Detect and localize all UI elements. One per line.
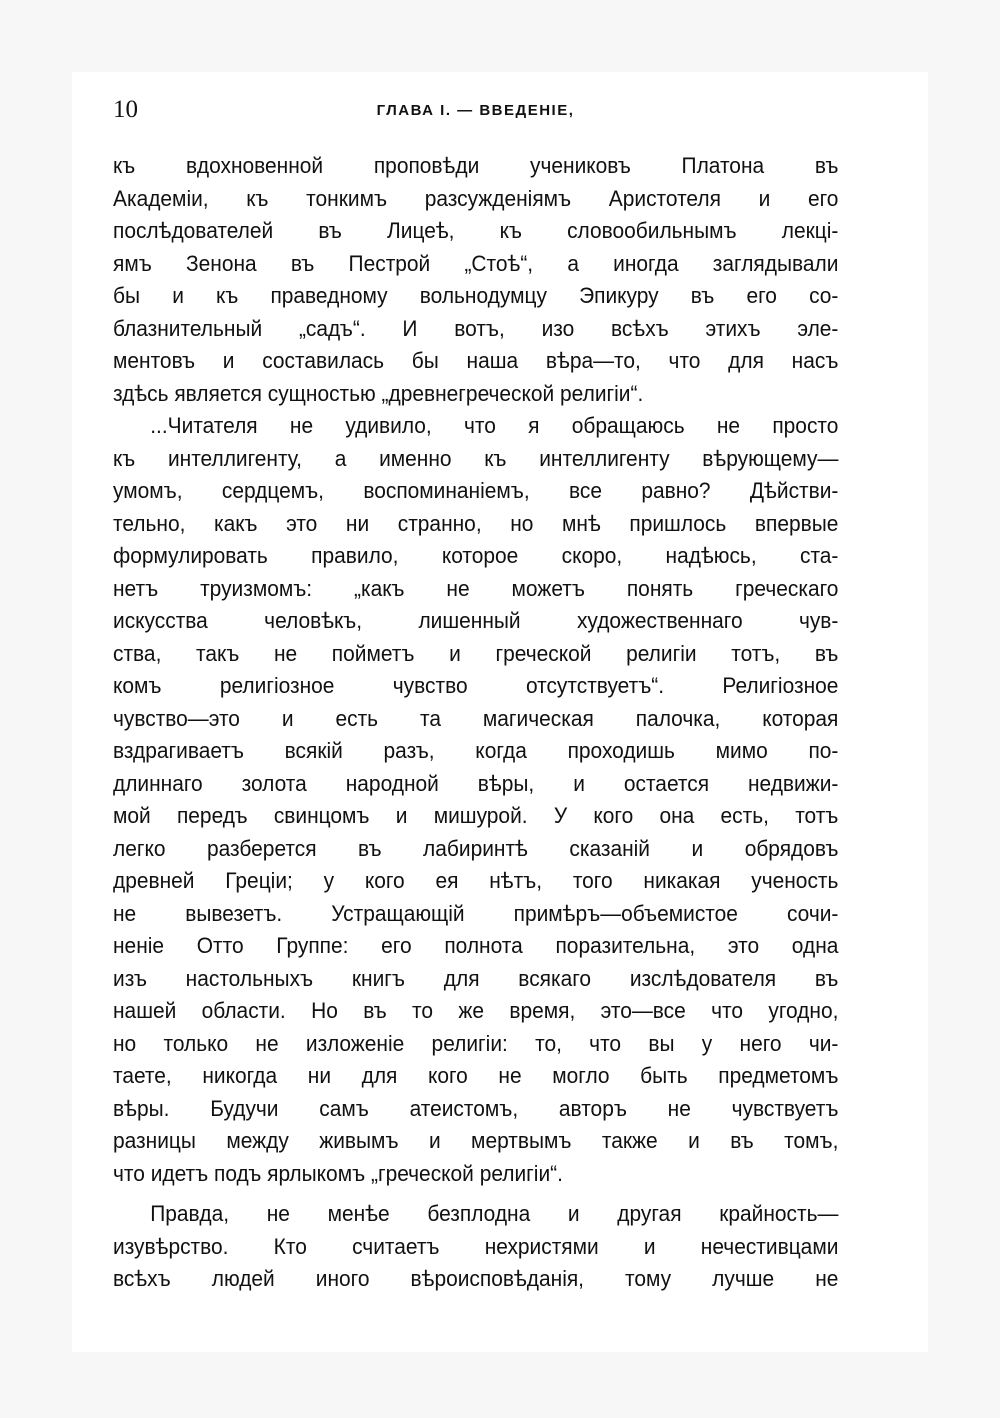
text-line: таете, никогда ни для кого не могло быть предметомъ xyxy=(113,1063,839,1088)
text-line: нетъ труизмомъ: „какъ не можетъ понять греческаго xyxy=(113,575,839,601)
text-line: бы и къ праведному вольнодумцу Эпикуру въ его со- xyxy=(113,283,839,308)
text-line: чувство—это и есть та магическая палочка, которая xyxy=(113,705,839,731)
text-line: длиннаго золота народной вѣры, и остается недвижи- xyxy=(113,770,839,796)
body-text xyxy=(113,150,838,1296)
text-line: мой передъ свинцомъ и мишурой. У кого она есть, тотъ xyxy=(113,803,839,828)
page-number: 10 xyxy=(113,96,138,123)
text-line: ства, такъ не пойметъ и греческой религіи тотъ, въ xyxy=(113,640,839,666)
text-line: вѣры. Будучи самъ атеистомъ, авторъ не чувствуетъ xyxy=(113,1095,839,1121)
text-line: изувѣрство. Кто считаетъ нехристями и нечестивцами xyxy=(113,1233,839,1259)
text-line: Академіи, къ тонкимъ разсужденіямъ Аристотеля и его xyxy=(113,185,839,211)
text-line: легко разберется въ лабиринтѣ сказаній и обрядовъ xyxy=(113,835,839,861)
text-line: но только не изложеніе религіи: то, что вы у него чи- xyxy=(113,1030,839,1056)
text-line: разницы между живымъ и мертвымъ также и въ томъ, xyxy=(113,1128,839,1153)
text-line: ...Читателя не удивило, что я обращаюсь не просто xyxy=(150,413,839,438)
text-line: здѣсь является сущностью „древнегреческой религіи“. xyxy=(113,380,644,406)
text-line: что идетъ подъ ярлыкомъ „греческой религіи“. xyxy=(113,1160,563,1186)
text-line: вздрагиваетъ всякій разъ, когда проходишь мимо по- xyxy=(113,738,839,763)
text-line: нашей области. Но въ то же время, это—все что угодно, xyxy=(113,998,839,1023)
text-line: не вывезетъ. Устращающій примѣръ—объемистое сочи- xyxy=(113,900,839,926)
paragraph-2 xyxy=(113,410,838,1190)
text-line: послѣдователей въ Лицеѣ, къ словообильнымъ лекці- xyxy=(113,218,839,243)
text-line: изъ настольныхъ книгъ для всякаго изслѣдователя въ xyxy=(113,965,839,991)
text-line: ямъ Зенона въ Пестрой „Стоѣ“, а иногда заглядывали xyxy=(113,250,839,276)
text-line: неніе Отто Группе: его полнота поразительна, это одна xyxy=(113,933,839,958)
text-line: къ интеллигенту, а именно къ интеллигенту вѣрующему— xyxy=(113,445,839,471)
text-line: комъ религіозное чувство отсутствуетъ“. Религіозное xyxy=(113,673,839,698)
text-line: умомъ, сердцемъ, воспоминаніемъ, все равно? Дѣйстви- xyxy=(113,478,839,503)
text-line: тельно, какъ это ни странно, но мнѣ пришлось впервые xyxy=(113,510,839,536)
paragraph-1 xyxy=(113,150,838,410)
text-line: ментовъ и составилась бы наша вѣра—то, что для насъ xyxy=(113,348,839,373)
text-line: Правда, не менѣе безплодна и другая крайность— xyxy=(150,1201,839,1226)
text-line: формулировать правило, которое скоро, надѣюсь, ста- xyxy=(113,543,839,568)
text-line: древней Греціи; у кого ея нѣтъ, того никакая ученость xyxy=(113,868,839,893)
page-header xyxy=(113,96,838,126)
text-line: искусства человѣкъ, лишенный художественнаго чув- xyxy=(113,608,839,633)
text-line: къ вдохновенной проповѣди учениковъ Платона въ xyxy=(113,153,839,178)
running-head: ГЛАВА I. — ВВЕДЕНІЕ, xyxy=(376,102,575,119)
paragraph-3 xyxy=(113,1198,838,1296)
text-line: блазнительный „садъ“. И вотъ, изо всѣхъ этихъ эле- xyxy=(113,315,839,341)
text-line: всѣхъ людей иного вѣроисповѣданія, тому лучше не xyxy=(113,1266,839,1291)
paragraph-gap xyxy=(113,1190,838,1198)
